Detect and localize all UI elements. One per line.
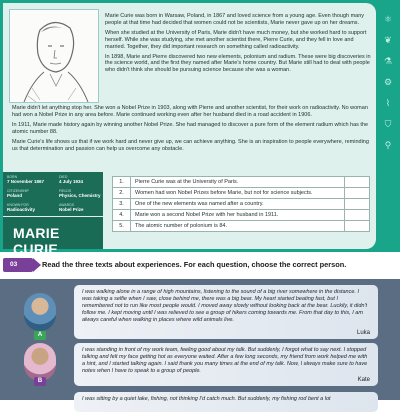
- fact-fields: FIELDS Physics, Chemistry: [59, 189, 101, 198]
- statement-text: Marie won a second Nobel Prize with her husband in 1911.: [131, 210, 345, 221]
- badge-a: A: [34, 331, 46, 340]
- exercise-instruction: Read the three texts about experiences. For each question, choose the correct person.: [42, 260, 347, 269]
- fact-citizenship: CITIZENSHIP Poland: [7, 189, 29, 198]
- fact-born: BORN 7 November 1867: [7, 175, 45, 184]
- fact-awards: AWARDS Nobel Prize: [59, 203, 84, 212]
- name-banner: [3, 217, 103, 257]
- bio-paragraph: In 1911, Marie made history again by winning another Nobel Prize. She had managed to discover a pure form of the element radium which has the atomic number 88.: [12, 121, 369, 135]
- fact-known-for: KNOWN FOR Radioactivity: [7, 203, 36, 212]
- true-false-table: [112, 176, 370, 232]
- biography-text: [105, 13, 373, 77]
- fact-box: [3, 172, 103, 216]
- decorative-icon-rail: [378, 14, 398, 150]
- statement-text: Women had won Nobel Prizes before Marie, but not for science subjects.: [131, 188, 345, 199]
- experience-text: I was walking alone in a range of high mountains, listening to the sound of a big river somewhere in the distance. I was taking a selfie when I saw, close behind me, there was a big bear. My heart started beating fast, but I remembered not to run like most people would. I moved away slowly without looking back at the bear. Luckily, it didn't follow me. I kept moving until I was relieved to see a group of hikers coming towards me. From that day to this, I am always careful when walking in places where wild animals live.: [82, 289, 368, 323]
- biography-text-continued: [12, 105, 374, 155]
- tube-icon: ⌇: [385, 98, 391, 108]
- experience-card-b: [74, 343, 378, 386]
- person-name: Luka: [356, 330, 370, 336]
- avatar-kate: [24, 343, 56, 381]
- portrait-image: [9, 9, 99, 103]
- answer-box[interactable]: [345, 210, 370, 221]
- statement-text: The atomic number of polonium is 84.: [131, 221, 345, 232]
- shield-icon: ⛉: [384, 119, 392, 129]
- person-name: Kate: [357, 377, 370, 383]
- name-title: MARIE CURIE: [13, 225, 60, 257]
- statement-text: Pierre Curie was at the University of Paris.: [131, 177, 345, 188]
- atom-icon: ⚛: [383, 14, 393, 24]
- arrow-icon: [33, 258, 41, 272]
- experience-text: I was sitting by a quiet lake, fishing, not thinking I'd catch much. But suddenly, my fishing rod bent a lot: [82, 396, 331, 402]
- exercise-number-badge: 03: [3, 258, 33, 272]
- experience-card-c: [74, 392, 378, 412]
- avatar-luka: [24, 293, 56, 331]
- table-row: 1. Pierre Curie was at the University of Paris.: [113, 177, 370, 188]
- flask-icon: ⚗: [383, 56, 393, 66]
- portrait-sketch: [10, 10, 98, 102]
- bio-paragraph: Marie Curie's life shows us that if we work hard and never give up, we can achieve anything. She is an inspiration to people everywhere, reminding us that determination and passion can help us overcome any obstacle.: [12, 138, 369, 152]
- experience-card-a: [74, 285, 378, 339]
- bio-paragraph: When she studied at the University of Paris, Marie didn't have much money, but she worked hard to support herself. While she was studying, she met another scientist there, Pierre Curie, and they fell in love and married. Together, they did important research on something called radioactivity.: [105, 29, 367, 50]
- exercise-header: [3, 256, 393, 274]
- leaf-icon: ❦: [384, 35, 392, 45]
- lab-icon: ⚲: [384, 140, 392, 150]
- fact-died: DIED 4 July 1934: [59, 175, 84, 184]
- table-row: 4. Marie won a second Nobel Prize with her husband in 1911.: [113, 210, 370, 221]
- table-row: 5. The atomic number of polonium is 84.: [113, 221, 370, 232]
- statement-text: One of the new elements was named after a country.: [131, 199, 345, 210]
- bio-paragraph: Marie Curie was born in Warsaw, Poland, in 1867 and loved science from a young age. Even though many people at that time had decided that women could not be scientists, Marie never gave up on her dreams.: [105, 13, 365, 26]
- bio-paragraph: In 1898, Marie and Pierre discovered two new elements, polonium and radium. These were big discoveries in the science world, and the first they named after Marie's home country. But Marie still had to deal with people who didn't think she should be pursuing science because she was a woman.: [105, 53, 371, 74]
- gear-icon: ⚙: [383, 77, 393, 87]
- answer-box[interactable]: [345, 199, 370, 210]
- table-row: 3. One of the new elements was named after a country.: [113, 199, 370, 210]
- answer-box[interactable]: [345, 177, 370, 188]
- experiences-section: [0, 279, 400, 400]
- badge-b: B: [34, 377, 46, 386]
- answer-box[interactable]: [345, 221, 370, 232]
- table-row: 2. Women had won Nobel Prizes before Marie, but not for science subjects.: [113, 188, 370, 199]
- answer-box[interactable]: [345, 188, 370, 199]
- bio-paragraph: Marie didn't let anything stop her. She won a Nobel Prize in 1903, along with Pierre and another scientist, for their work on radioactivity. No woman had won a Nobel Prize in any area before. Marie continued working even after her husband died in a road accident in 1906.: [12, 105, 368, 118]
- experience-text: I was standing in front of my work team, feeling good about my talk. But suddenly, I forgot what to say next. I stopped talking and felt my face getting hot as everyone waited. After a few long seconds, my friend from work helped me with a hint, and I started talking again. I said thank you many times at the end of my talk. Now, I always make sure to have notes when I have to speak to a group of people.: [82, 347, 368, 374]
